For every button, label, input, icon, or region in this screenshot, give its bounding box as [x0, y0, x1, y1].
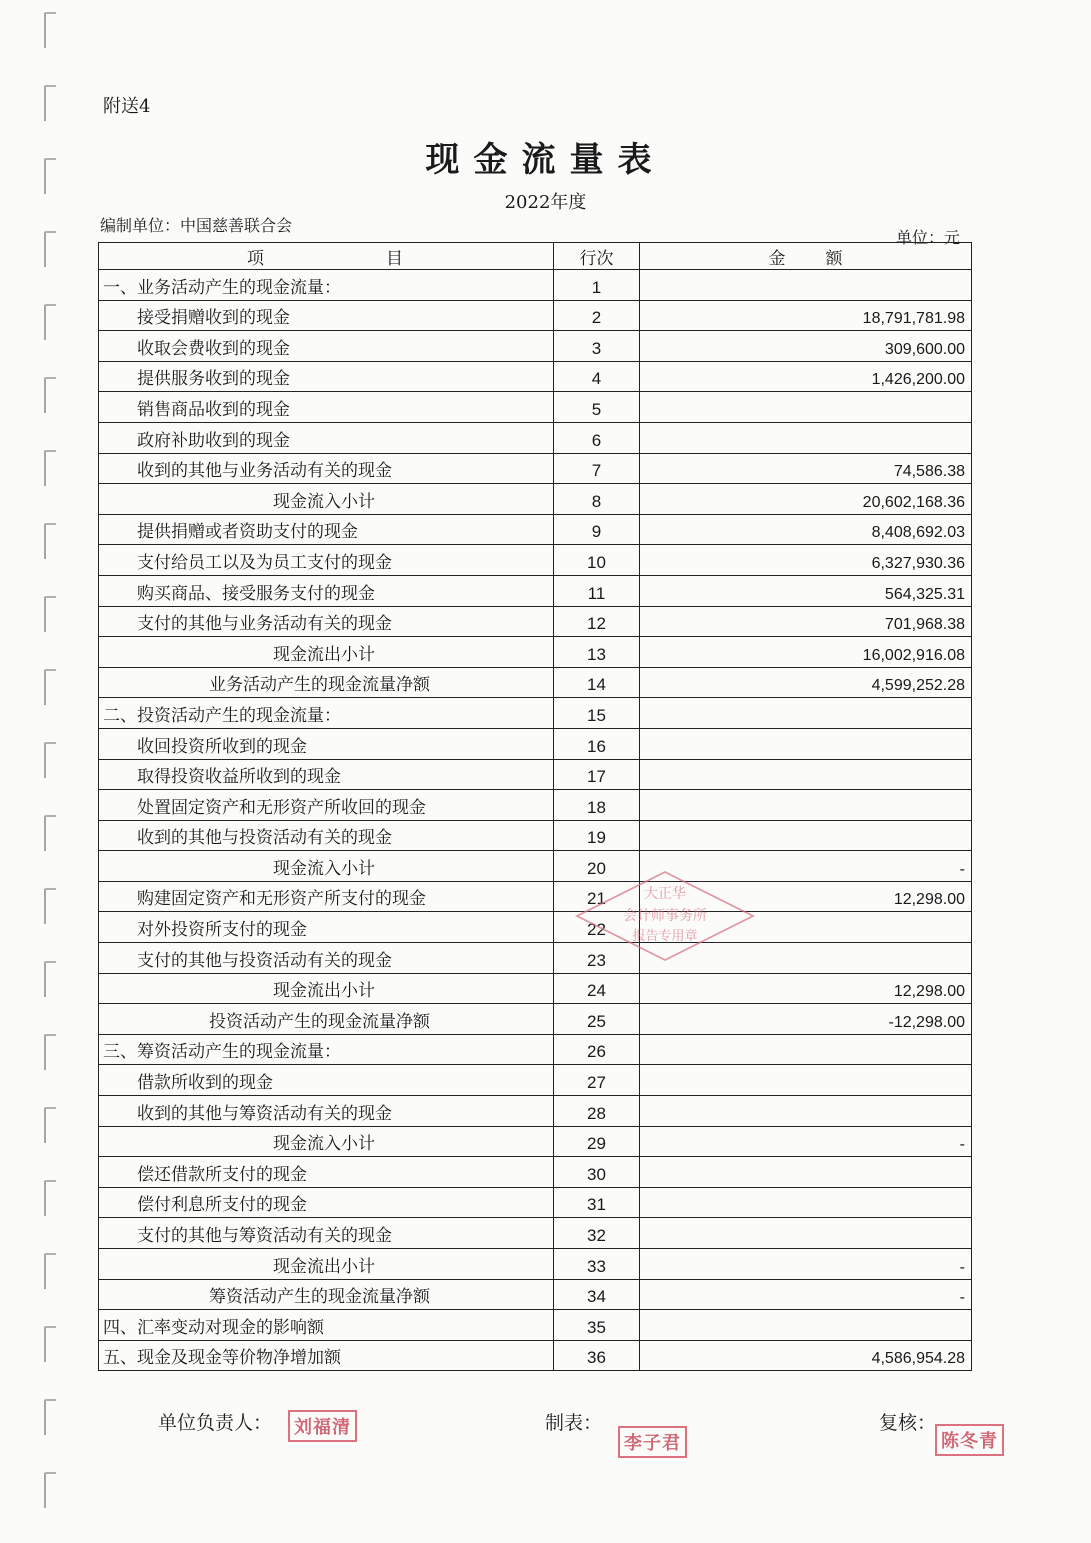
binding-hole [44, 1253, 56, 1289]
row-line-number [554, 392, 640, 423]
row-line-number-value: 13 [587, 644, 606, 664]
row-amount-value: 12,298.00 [893, 983, 965, 1001]
row-line-number [554, 728, 640, 759]
seal-line-3: 报告专用章 [632, 929, 698, 944]
row-amount [640, 790, 972, 821]
row-line-number [554, 698, 640, 729]
row-item-label: 提供服务收到的现金 [137, 369, 290, 390]
row-line-number-value: 8 [591, 491, 602, 511]
table-row [99, 851, 972, 882]
row-line-number [554, 759, 640, 790]
table-row [99, 361, 972, 392]
row-item-label: 对外投资所支付的现金 [137, 920, 307, 941]
row-item-label: 政府补助收到的现金 [137, 430, 290, 451]
row-amount-value: 12,298.00 [893, 891, 965, 909]
row-line-number-value: 36 [587, 1348, 606, 1368]
row-item [99, 1340, 554, 1371]
row-line-number-value: 10 [587, 552, 606, 572]
row-amount [640, 1187, 972, 1218]
row-item [99, 728, 554, 759]
row-line-number [554, 790, 640, 821]
row-item [99, 484, 554, 515]
reviewer-label: 复核： [879, 1412, 937, 1434]
row-item-label: 收取会费收到的现金 [137, 338, 290, 359]
row-amount-value: 74,586.38 [893, 463, 965, 481]
row-line-number [554, 1279, 640, 1310]
row-line-number-value: 27 [587, 1073, 606, 1093]
row-item [99, 881, 554, 912]
row-line-number-value: 1 [591, 277, 602, 297]
row-line-number [554, 545, 640, 576]
row-line-number [554, 1034, 640, 1065]
row-item [99, 361, 554, 392]
row-amount [640, 698, 972, 729]
table-row [99, 820, 972, 851]
row-item [99, 851, 554, 882]
row-item [99, 667, 554, 698]
row-line-number [554, 1187, 640, 1218]
row-item-label: 一、业务活动产生的现金流量： [103, 277, 341, 298]
table-row [99, 606, 972, 637]
row-line-number-value: 16 [587, 736, 606, 756]
row-line-number-value: 28 [587, 1103, 606, 1123]
row-item-label: 支付的其他与筹资活动有关的现金 [137, 1226, 392, 1246]
row-item-label: 购买商品、接受服务支付的现金 [137, 583, 375, 604]
row-line-number [554, 637, 640, 668]
row-line-number [554, 300, 640, 331]
binding-hole [44, 1034, 56, 1070]
row-item-label: 购建固定资产和无形资产所支付的现金 [137, 889, 426, 910]
row-item-label: 销售商品收到的现金 [137, 399, 290, 420]
row-item-label: 投资活动产生的现金流量净额 [209, 1011, 430, 1032]
row-amount-value: - [959, 1289, 965, 1307]
cash-flow-table [98, 242, 972, 1371]
row-line-number-value: 15 [587, 705, 606, 725]
row-item-label: 业务活动产生的现金流量净额 [209, 675, 430, 696]
auditor-seal [575, 870, 755, 962]
row-amount-value: 4,586,954.28 [871, 1350, 965, 1368]
row-amount [640, 300, 972, 331]
row-amount [640, 545, 972, 576]
binding-hole [44, 1107, 56, 1143]
row-amount-value: 18,791,781.98 [862, 310, 965, 328]
row-line-number [554, 820, 640, 851]
row-line-number [554, 606, 640, 637]
table-row [99, 973, 972, 1004]
preparer-label: 制表： [545, 1412, 603, 1434]
row-line-number [554, 453, 640, 484]
table-row [99, 1096, 972, 1127]
row-line-number-value: 5 [591, 399, 602, 419]
row-item [99, 1187, 554, 1218]
binding-hole [44, 1399, 56, 1435]
row-line-number-value: 33 [587, 1256, 606, 1276]
row-item [99, 1249, 554, 1280]
row-item-label: 现金流出小计 [273, 1256, 375, 1277]
row-line-number-value: 22 [587, 920, 606, 940]
row-line-number [554, 422, 640, 453]
table-row [99, 422, 972, 453]
row-amount-value: 8,408,692.03 [871, 524, 965, 542]
row-line-number-value: 7 [591, 461, 602, 481]
row-line-number [554, 1126, 640, 1157]
row-item [99, 545, 554, 576]
row-item-label: 收回投资所收到的现金 [137, 736, 307, 757]
row-line-number [554, 1218, 640, 1249]
row-line-number-value: 24 [587, 981, 606, 1001]
row-item-label: 现金流出小计 [273, 644, 375, 665]
binding-hole [44, 1180, 56, 1216]
binding-hole [44, 596, 56, 632]
row-amount-value: - [959, 1258, 965, 1276]
table-row [99, 575, 972, 606]
row-line-number [554, 270, 640, 301]
row-line-number-value: 21 [587, 889, 606, 909]
row-line-number-value: 34 [587, 1287, 606, 1307]
row-item [99, 973, 554, 1004]
seal-line-1: 大正华 [644, 886, 686, 902]
row-item-label: 五、现金及现金等价物净增加额 [103, 1348, 341, 1369]
table-row [99, 1065, 972, 1096]
responsible-stamp: 刘福清 [288, 1410, 357, 1442]
row-line-number-value: 35 [587, 1317, 606, 1337]
table-row [99, 943, 972, 974]
table-row [99, 484, 972, 515]
column-header-item: 项 目 [99, 243, 554, 270]
document-title: 现金流量表 [425, 140, 666, 180]
row-item-label: 偿付利息所支付的现金 [137, 1195, 307, 1216]
row-line-number [554, 1096, 640, 1127]
table-row [99, 759, 972, 790]
row-line-number-value: 29 [587, 1134, 606, 1154]
row-amount [640, 575, 972, 606]
table-row [99, 912, 972, 943]
row-amount [640, 1034, 972, 1065]
binding-hole [44, 12, 56, 48]
table-header-row [99, 243, 972, 270]
row-item [99, 943, 554, 974]
binding-hole [44, 1326, 56, 1362]
row-amount-value: 1,426,200.00 [871, 371, 965, 389]
row-item [99, 912, 554, 943]
row-item-label: 现金流入小计 [273, 491, 375, 512]
binding-hole [44, 231, 56, 267]
table-row [99, 453, 972, 484]
row-item [99, 300, 554, 331]
report-year: 2022年度 [504, 192, 587, 213]
binding-hole [44, 669, 56, 705]
row-item [99, 606, 554, 637]
table-row [99, 514, 972, 545]
row-item [99, 1279, 554, 1310]
row-line-number [554, 484, 640, 515]
row-line-number [554, 514, 640, 545]
row-item [99, 637, 554, 668]
row-amount [640, 820, 972, 851]
table-row [99, 545, 972, 576]
row-amount [640, 637, 972, 668]
currency-unit: 单位：元 [896, 228, 961, 247]
binding-hole [44, 377, 56, 413]
row-item-label: 借款所收到的现金 [137, 1073, 273, 1094]
row-item-label: 现金流出小计 [273, 981, 375, 1002]
row-item [99, 1096, 554, 1127]
row-amount [640, 484, 972, 515]
row-amount [640, 973, 972, 1004]
table-row [99, 1340, 972, 1371]
row-amount-value: - [959, 860, 965, 878]
row-amount [640, 1310, 972, 1341]
row-item [99, 1310, 554, 1341]
row-line-number [554, 1249, 640, 1280]
table-row [99, 1279, 972, 1310]
row-item [99, 422, 554, 453]
row-line-number [554, 361, 640, 392]
row-amount [640, 270, 972, 301]
binding-hole [44, 450, 56, 486]
table-row [99, 392, 972, 423]
row-amount [640, 1340, 972, 1371]
row-item [99, 1126, 554, 1157]
seal-line-2: 会计师事务所 [623, 908, 707, 924]
row-line-number [554, 1065, 640, 1096]
table-row [99, 1126, 972, 1157]
row-item [99, 392, 554, 423]
table-row [99, 331, 972, 362]
binding-hole [44, 961, 56, 997]
row-item [99, 698, 554, 729]
responsible-label: 单位负责人： [158, 1412, 273, 1434]
table-row [99, 1310, 972, 1341]
row-item [99, 820, 554, 851]
row-item [99, 1157, 554, 1188]
row-item-label: 支付的其他与业务活动有关的现金 [137, 614, 392, 635]
row-line-number-value: 17 [587, 767, 606, 787]
row-line-number-value: 12 [587, 614, 606, 634]
row-amount-value: - [959, 1136, 965, 1154]
row-item-label: 收到的其他与投资活动有关的现金 [137, 828, 392, 849]
row-line-number-value: 26 [587, 1042, 606, 1062]
table-row [99, 698, 972, 729]
row-amount [640, 1249, 972, 1280]
table-row [99, 790, 972, 821]
row-amount [640, 361, 972, 392]
row-line-number [554, 575, 640, 606]
row-amount [640, 728, 972, 759]
row-item-label: 现金流入小计 [273, 858, 375, 879]
column-header-amount: 金 额 [640, 243, 972, 270]
row-amount-value: 701,968.38 [884, 616, 965, 634]
row-item-label: 四、汇率变动对现金的影响额 [103, 1317, 324, 1338]
row-amount-value: 564,325.31 [884, 585, 965, 603]
row-amount [640, 331, 972, 362]
row-item [99, 1034, 554, 1065]
row-item [99, 514, 554, 545]
row-line-number-value: 32 [587, 1226, 606, 1245]
row-line-number-value: 9 [591, 522, 602, 542]
row-item-label: 提供捐赠或者资助支付的现金 [137, 522, 358, 543]
row-item [99, 1218, 554, 1249]
row-item [99, 759, 554, 790]
row-item-label: 收到的其他与筹资活动有关的现金 [137, 1103, 392, 1124]
row-item-label: 收到的其他与业务活动有关的现金 [137, 461, 392, 482]
row-amount [640, 1218, 972, 1249]
row-item [99, 331, 554, 362]
row-line-number-value: 20 [587, 858, 606, 878]
row-line-number-value: 3 [591, 338, 602, 358]
binding-hole [44, 523, 56, 559]
row-item-label: 接受捐赠收到的现金 [137, 308, 290, 329]
row-amount [640, 1004, 972, 1035]
attachment-label: 附送4 [103, 96, 151, 117]
table-row [99, 300, 972, 331]
table-row [99, 1187, 972, 1218]
table-row [99, 1157, 972, 1188]
row-item-label: 支付的其他与投资活动有关的现金 [137, 950, 392, 971]
row-amount [640, 514, 972, 545]
row-item-label: 筹资活动产生的现金流量净额 [209, 1287, 430, 1308]
row-line-number [554, 331, 640, 362]
row-amount [640, 1157, 972, 1188]
table-row [99, 1004, 972, 1035]
row-line-number [554, 667, 640, 698]
row-line-number [554, 973, 640, 1004]
row-line-number-value: 6 [591, 430, 602, 450]
preparing-unit: 编制单位：中国慈善联合会 [100, 216, 293, 235]
row-line-number-value: 11 [587, 583, 606, 603]
row-line-number-value: 2 [591, 308, 602, 328]
row-line-number-value: 31 [587, 1195, 606, 1215]
row-amount-value: 16,002,916.08 [862, 646, 965, 664]
row-line-number [554, 1340, 640, 1371]
row-amount [640, 453, 972, 484]
reviewer-stamp: 陈冬青 [935, 1424, 1004, 1456]
table-row [99, 1218, 972, 1249]
row-item-label: 处置固定资产和无形资产所收回的现金 [137, 797, 426, 818]
row-line-number-value: 4 [591, 369, 602, 389]
row-amount-value: 6,327,930.36 [871, 554, 965, 572]
row-line-number-value: 14 [587, 675, 606, 695]
row-line-number-value: 30 [587, 1164, 606, 1184]
row-item [99, 1065, 554, 1096]
row-item-label: 二、投资活动产生的现金流量： [103, 705, 341, 726]
column-header-line: 行次 [554, 243, 640, 270]
row-amount [640, 1126, 972, 1157]
table-row [99, 637, 972, 668]
row-item-label: 取得投资收益所收到的现金 [137, 767, 341, 788]
binding-hole [44, 815, 56, 851]
row-line-number [554, 1004, 640, 1035]
binding-hole [44, 1472, 56, 1508]
binding-hole [44, 742, 56, 778]
row-line-number-value: 23 [587, 950, 606, 970]
row-item [99, 270, 554, 301]
row-amount [640, 1279, 972, 1310]
table-row [99, 881, 972, 912]
row-amount [640, 759, 972, 790]
row-amount-value: 309,600.00 [884, 340, 965, 358]
row-amount [640, 392, 972, 423]
row-amount [640, 667, 972, 698]
row-item [99, 790, 554, 821]
row-amount-value: -12,298.00 [888, 1013, 965, 1031]
binding-hole [44, 85, 56, 121]
row-item-label: 支付给员工以及为员工支付的现金 [137, 552, 392, 573]
binding-hole [44, 304, 56, 340]
row-amount [640, 422, 972, 453]
row-amount [640, 1096, 972, 1127]
table-row [99, 728, 972, 759]
table-row [99, 1249, 972, 1280]
binding-holes [44, 0, 74, 1543]
row-line-number [554, 1310, 640, 1341]
row-item-label: 偿还借款所支付的现金 [137, 1164, 307, 1185]
row-amount-value: 20,602,168.36 [862, 493, 965, 511]
row-item [99, 453, 554, 484]
row-line-number-value: 25 [587, 1011, 606, 1031]
row-amount [640, 1065, 972, 1096]
row-item-label: 现金流入小计 [273, 1134, 375, 1155]
table-row [99, 1034, 972, 1065]
row-item [99, 575, 554, 606]
table-row [99, 270, 972, 301]
table-row [99, 667, 972, 698]
row-item [99, 1004, 554, 1035]
preparer-stamp: 李子君 [618, 1426, 687, 1458]
row-item-label: 三、筹资活动产生的现金流量： [103, 1042, 341, 1063]
binding-hole [44, 888, 56, 924]
row-line-number-value: 18 [587, 797, 606, 817]
row-amount [640, 606, 972, 637]
row-line-number-value: 19 [587, 828, 606, 848]
row-amount-value: 4,599,252.28 [871, 677, 965, 695]
row-line-number [554, 1157, 640, 1188]
